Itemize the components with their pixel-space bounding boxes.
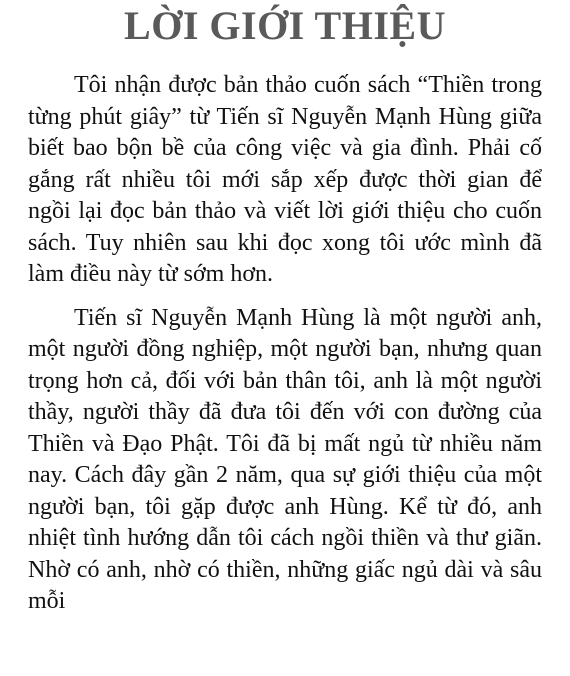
paragraph-2: Tiến sĩ Nguyễn Mạnh Hùng là một người anh, một người đồng nghiệp, một người bạn, nhưng quan trọng hơn cả, đối với bản thân tôi, anh là một người thầy, người thầy đã đưa tôi đến với con đường của Thiền và Đạo Phật. Tôi đã bị mất ngủ từ nhiều năm nay. Cách đây gần 2 năm, qua sự giới thiệu của một người bạn, tôi gặp được anh Hùng. Kể từ đó, anh nhiệt tình hướng dẫn tôi cách ngồi thiền và thư giãn. Nhờ có anh, nhờ có thiền, những giấc ngủ dài và sâu mỗi — [28, 304, 542, 614]
paragraph-1: Tôi nhận được bản thảo cuốn sách “Thiền trong từng phút giây” từ Tiến sĩ Nguyễn Mạnh Hùng giữa biết bao bộn bề của công việc và gia đình. Phải cố gắng rất nhiều tôi mới sắp xếp được thời gian để ngồi lại đọc bản thảo và viết lời giới thiệu cho cuốn sách. Tuy nhiên sau khi đọc xong tôi ước mình đã làm điều này từ sớm hơn. — [28, 72, 542, 287]
document-body — [28, 70, 542, 618]
page-title: LỜI GIỚI THIỆU — [124, 3, 446, 48]
